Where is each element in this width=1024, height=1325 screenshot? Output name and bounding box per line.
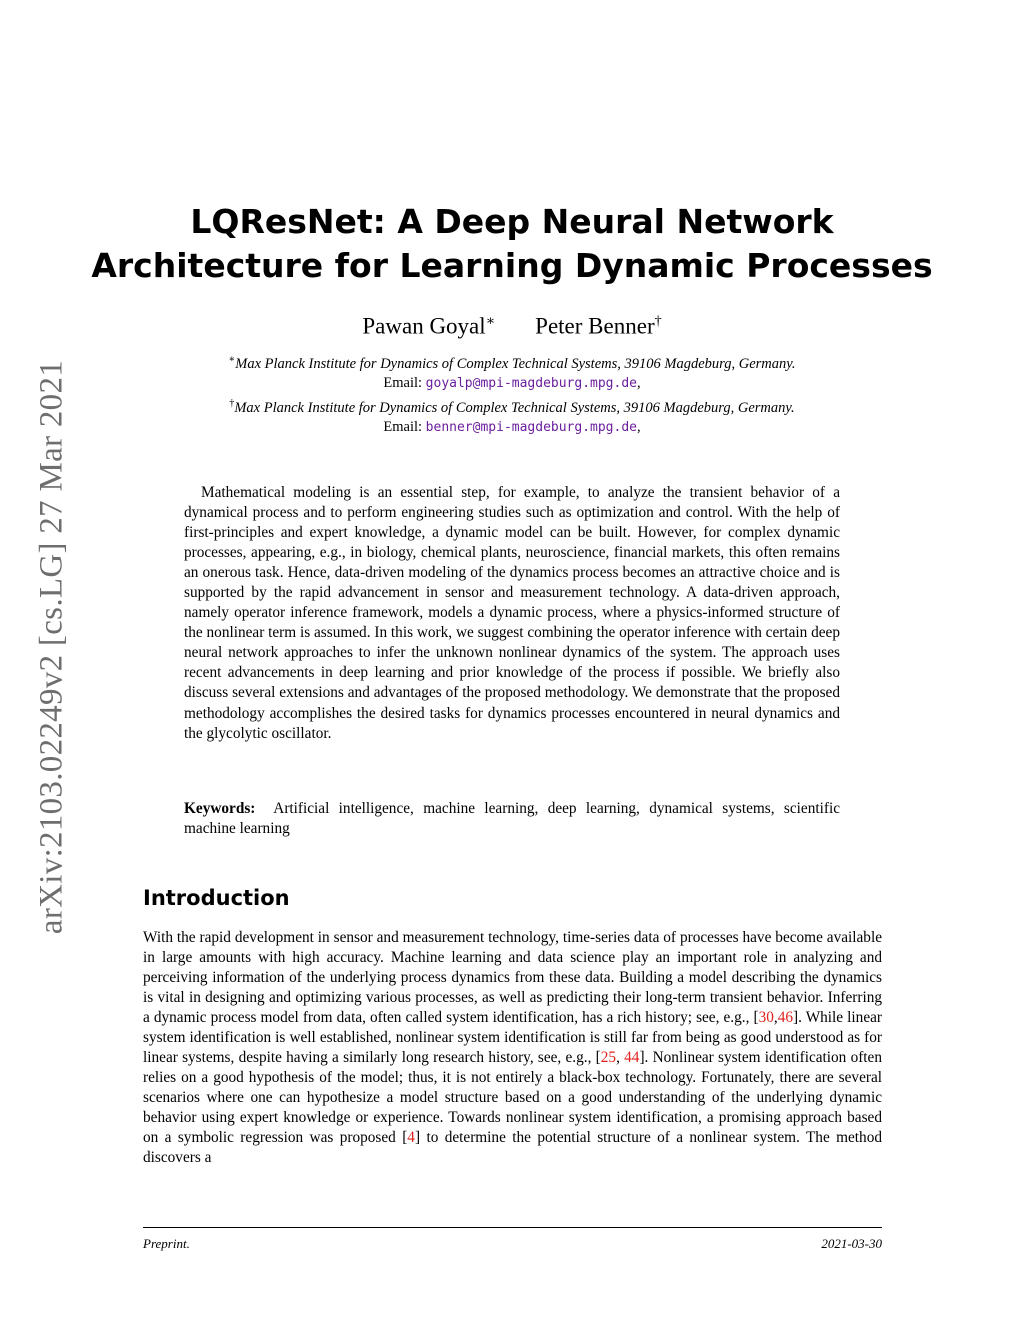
email-link[interactable]: goyalp@mpi-magdeburg.mpg.de (425, 376, 637, 392)
citation-link[interactable]: 25 (600, 1049, 617, 1066)
title-line-1: LQResNet: A Deep Neural Network (190, 202, 834, 241)
paper-title (0, 200, 1024, 288)
author-name: Peter Benner (535, 313, 655, 339)
citation-link[interactable]: 44 (624, 1049, 640, 1066)
email-line (0, 374, 1024, 394)
affiliation-line (0, 394, 1024, 418)
footer-rule (143, 1227, 882, 1228)
citation-bracket: ] (793, 1009, 799, 1026)
author-mark: † (654, 314, 662, 329)
intro-text: . Nonlinear system identification often relies on a good hypothesis of the model; thus, it is not entirely a black-box technology. Fortunately, there are several scenarios where one can hypothesize a model structure based on a good understanding of the underlying dynamic behavior using expert knowledge or experience. Towards nonlinear system identification, a promising approach based on a symbolic regression was proposed (143, 1049, 882, 1146)
affiliation-line (0, 350, 1024, 374)
keywords (184, 799, 840, 839)
affiliations (0, 350, 1024, 438)
author-name: Pawan Goyal (362, 313, 486, 339)
introduction-body (143, 928, 882, 1168)
intro-text: to determine the potential structure of a nonlinear system. The method discovers a (143, 1129, 883, 1166)
intro-text: With the rapid development in sensor and measurement technology, time-series data of processes have become available in large amounts with high accuracy. Machine learning and data science play an important role in analyzing and perceiving information of the underlying process dynamics from these data. Building a model describing the dynamics is vital in designing and optimizing various processes, as well as predicting their long-term transient behavior. Inferring a dynamic process model from data, often called system identification, has a rich history; see, e.g., (143, 929, 882, 1026)
keywords-text: Artificial intelligence, machine learning, deep learning, dynamical systems, scientific machine learning (184, 800, 840, 838)
citation-bracket: [ (595, 1049, 601, 1066)
citation-bracket: ] (414, 1129, 421, 1146)
section-heading: Introduction (143, 886, 290, 910)
citation-bracket: [ (753, 1009, 759, 1026)
email-suffix: , (637, 375, 641, 392)
email-link[interactable]: benner@mpi-magdeburg.mpg.de (425, 420, 637, 436)
email-line (0, 418, 1024, 438)
intro-paragraph (143, 928, 882, 1168)
citation-link[interactable]: 4 (407, 1129, 415, 1146)
citation-link[interactable]: 30 (758, 1009, 774, 1026)
affiliation-text: Max Planck Institute for Dynamics of Complex Technical Systems, 39106 Magdeburg, Germany. (235, 355, 796, 372)
citation-bracket: [ (402, 1129, 408, 1146)
email-suffix: , (637, 419, 641, 436)
affiliation-mark: † (229, 398, 235, 410)
intro-text: . While linear system identification is well established, nonlinear system identification is still far from being as good understood as for linear systems, despite having a similarly long research history, see, e.g., (143, 1009, 882, 1066)
citation-bracket: ] (639, 1049, 645, 1066)
footer-date: 2021-03-30 (821, 1236, 882, 1251)
author-list (0, 307, 1024, 342)
citation-separator: , (773, 1009, 778, 1026)
affiliation-text: Max Planck Institute for Dynamics of Complex Technical Systems, 39106 Magdeburg, Germany. (234, 399, 795, 416)
citation-link[interactable]: 46 (777, 1009, 793, 1026)
arxiv-identifier-stamp: arXiv:2103.02249v2 [cs.LG] 27 Mar 2021 (33, 359, 70, 935)
citation-separator: , (616, 1049, 625, 1066)
abstract-text: Mathematical modeling is an essential step, for example, to analyze the transient behavior of a dynamical process and to perform engineering studies such as optimization and control. With the help of first-principles and expert knowledge, a dynamic model can be built. However, for complex dynamic processes, appearing, e.g., in biology, chemical plants, neuroscience, financial markets, this often remains an onerous task. Hence, data-driven modeling of the dynamics process becomes an attractive choice and is supported by the rapid advancement in sensor and measurement technology. A data-driven approach, namely operator inference framework, models a dynamic process, where a physics-informed structure of the nonlinear term is assumed. In this work, we suggest combining the operator inference with certain deep neural network approaches to infer the unknown nonlinear dynamics of the system. The approach uses recent advancements in deep learning and prior knowledge of the process if possible. We briefly also discuss several extensions and advantages of the proposed methodology. We demonstrate that the proposed methodology accomplishes the desired tasks for dynamics processes encountered in neural dynamics and the glycolytic oscillator. (184, 484, 840, 742)
email-label: Email: (383, 375, 426, 392)
author-mark: ∗ (485, 314, 496, 329)
footer-preprint-label: Preprint. (143, 1236, 190, 1251)
title-line-2: Architecture for Learning Dynamic Processes (91, 246, 933, 285)
affiliation-mark: ∗ (228, 354, 236, 365)
keywords-label: Keywords: (184, 800, 256, 817)
email-label: Email: (383, 419, 426, 436)
abstract (184, 483, 840, 744)
